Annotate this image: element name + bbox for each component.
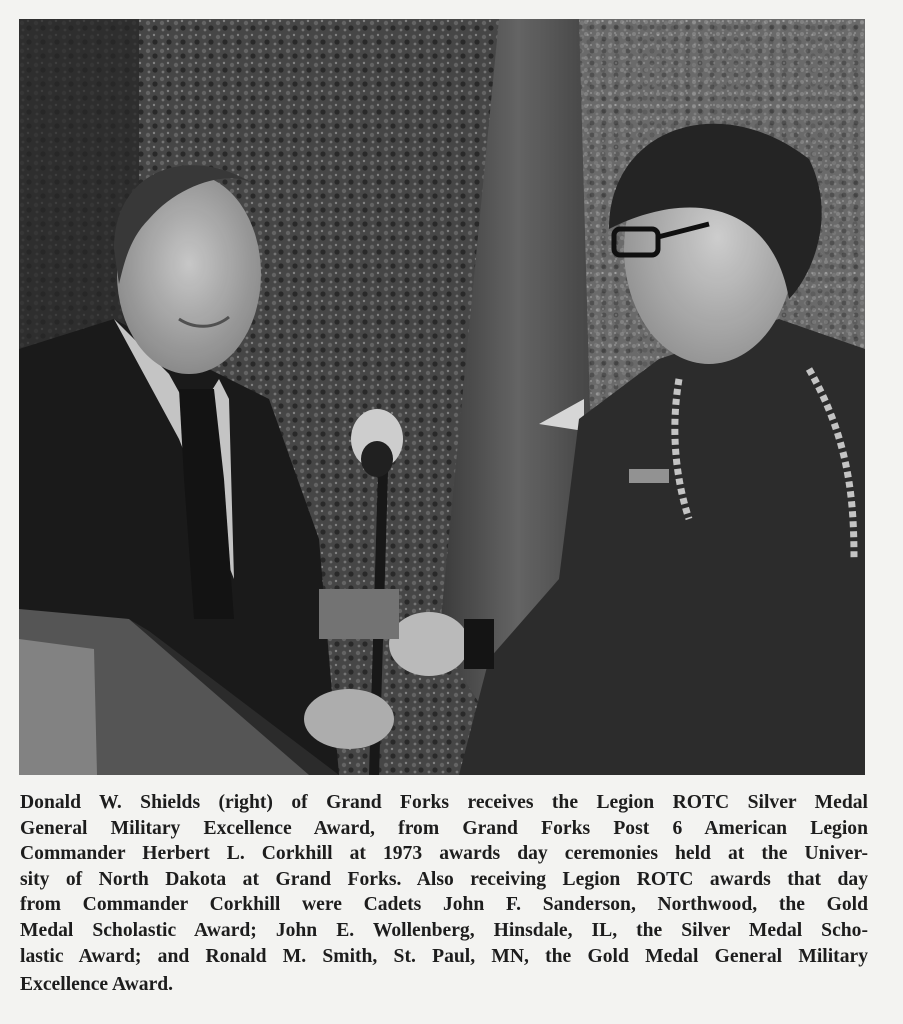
caption-line: General Military Excellence Award, from Grand Forks Post 6 American Legion xyxy=(20,817,868,839)
caption-line: lastic Award; and Ronald M. Smith, St. Paul, MN, the Gold Medal General Military xyxy=(20,945,868,967)
ceremony-photo xyxy=(19,19,865,775)
caption-line: from Commander Corkhill were Cadets John F. Sanderson, Northwood, the Gold xyxy=(20,894,868,916)
caption-line: Donald W. Shields (right) of Grand Forks receives the Legion ROTC Silver Medal xyxy=(20,792,868,813)
photo-caption xyxy=(20,790,868,998)
caption-line: Medal Scholastic Award; John E. Wollenberg, Hinsdale, IL, the Silver Medal Scho- xyxy=(20,919,868,941)
caption-line: Excellence Award. xyxy=(20,974,174,996)
caption-line: sity of North Dakota at Grand Forks. Also receiving Legion ROTC awards that day xyxy=(20,868,868,890)
caption-line: Commander Herbert L. Corkhill at 1973 awards day ceremonies held at the Univer- xyxy=(20,843,868,865)
